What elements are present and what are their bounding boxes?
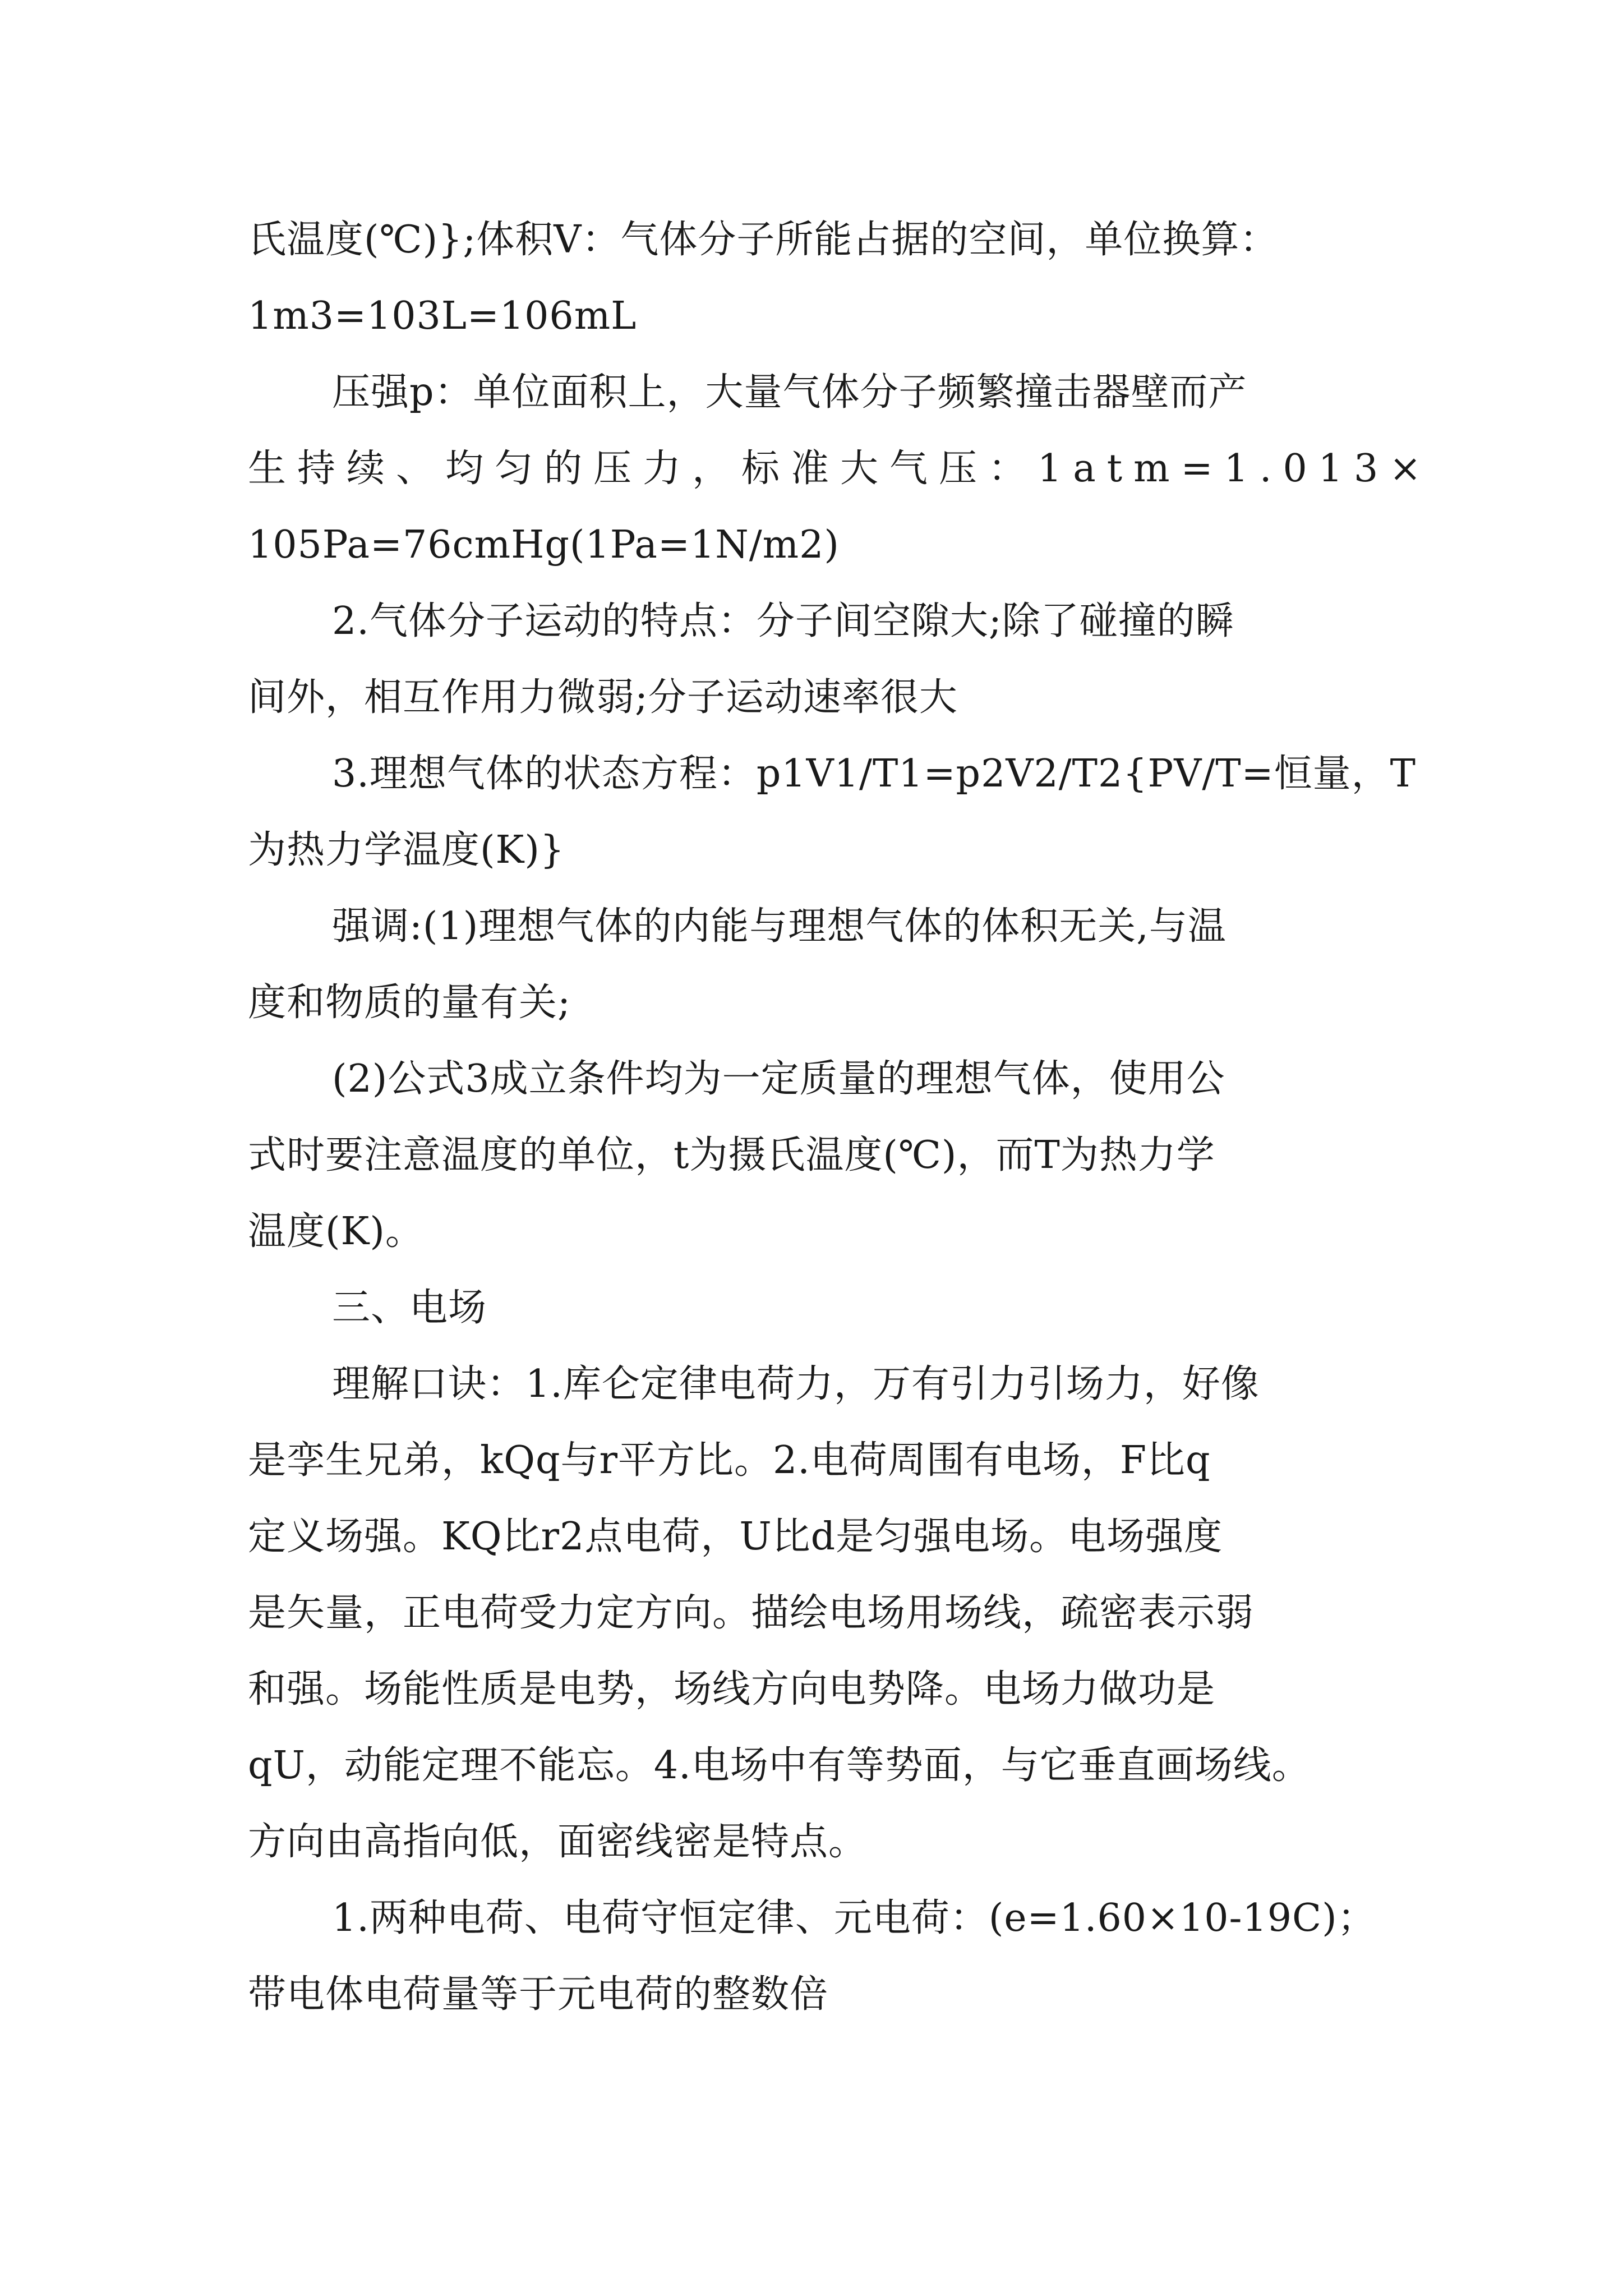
text-line: 是孪生兄弟，kQq与r平方比。2.电荷周围有电场，F比q <box>248 1438 1211 1483</box>
paragraph-start: (2)公式3成立条件均为一定质量的理想气体，使用公 <box>332 1057 1225 1101</box>
paragraph-start: 压强p：单位面积上，大量气体分子频繁撞击器壁而产 <box>332 370 1247 415</box>
text-line: 是矢量，正电荷受力定方向。描绘电场用场线，疏密表示弱 <box>248 1591 1255 1635</box>
text-line: 度和物质的量有关; <box>248 981 571 1025</box>
paragraph-start: 理解口诀：1.库仑定律电荷力，万有引力引场力，好像 <box>332 1362 1260 1406</box>
document-body <box>248 202 1433 2033</box>
section-heading: 三、电场 <box>332 1286 487 1330</box>
text-line: 105Pa=76cmHg(1Pa=1N/m2) <box>248 523 840 567</box>
text-line: 式时要注意温度的单位，t为摄氏温度(℃)，而T为热力学 <box>248 1133 1215 1177</box>
text-line: 1m3=103L=106mL <box>248 294 637 338</box>
text-line: 温度(K)。 <box>248 1209 424 1254</box>
text-line: 定义场强。KQ比r2点电荷，U比d是匀强电场。电场强度 <box>248 1515 1223 1559</box>
text-line: 带电体电荷量等于元电荷的整数倍 <box>248 1972 829 2017</box>
text-line: 间外，相互作用力微弱;分子运动速率很大 <box>248 675 958 720</box>
text-line: 氏温度(℃)};体积V：气体分子所能占据的空间，单位换算： <box>248 218 1279 262</box>
paragraph-start: 2.气体分子运动的特点：分子间空隙大;除了碰撞的瞬 <box>332 599 1234 643</box>
paragraph-start: 1.两种电荷、电荷守恒定律、元电荷：(e=1.60×10-19C)； <box>332 1896 1376 1940</box>
paragraph-start: 强调:(1)理想气体的内能与理想气体的体积无关,与温 <box>332 904 1227 949</box>
paragraph-start: 3.理想气体的状态方程：p1V1/T1=p2V2/T2{PV/T=恒量，T <box>332 752 1416 796</box>
text-line: qU，动能定理不能忘。4.电场中有等势面，与它垂直画场线。 <box>248 1743 1311 1788</box>
text-line: 和强。场能性质是电势，场线方向电势降。电场力做功是 <box>248 1667 1216 1711</box>
text-line: 方向由高指向低，面密线密是特点。 <box>248 1820 868 1864</box>
text-line: 生持续、均匀的压力，标准大气压：1atm=1.013× <box>248 447 1433 491</box>
text-line: 为热力学温度(K)} <box>248 828 565 872</box>
